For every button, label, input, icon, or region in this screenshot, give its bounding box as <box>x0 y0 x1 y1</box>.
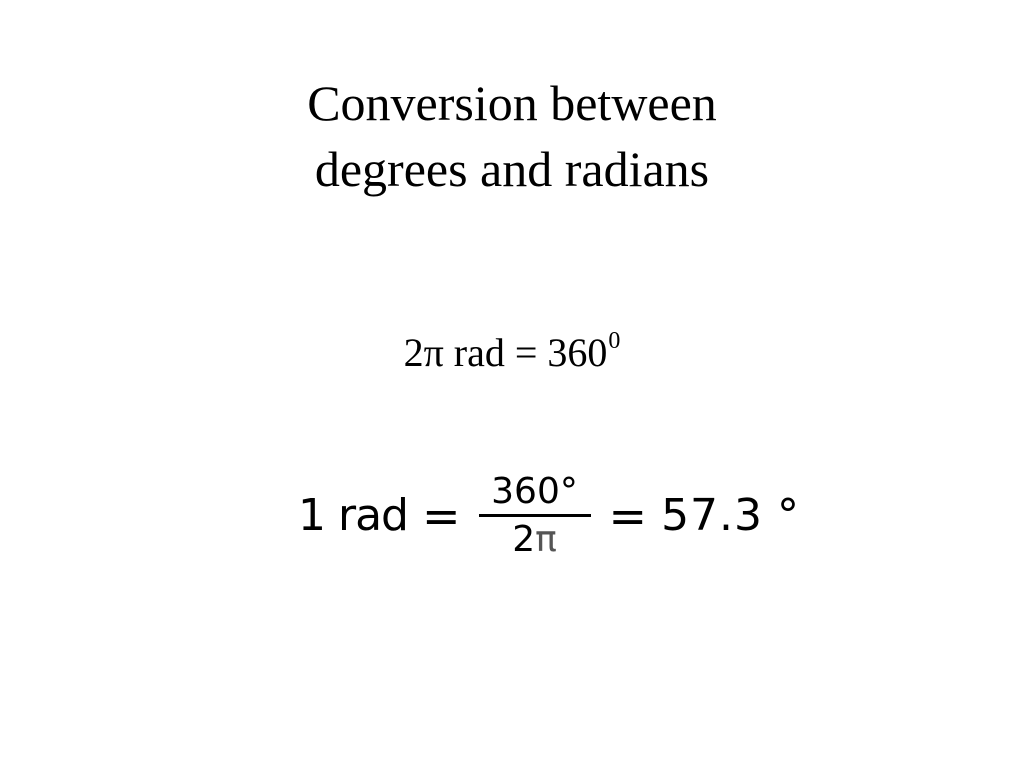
fraction-denominator-digit: 2 <box>512 518 536 560</box>
slide-title <box>0 70 1024 202</box>
fraction-numerator: 360° <box>491 470 578 512</box>
equation-1-rad-lhs: 1 rad <box>298 490 408 541</box>
equation-2pi-rad <box>0 328 1024 384</box>
equation-1-rad-result: 57.3 <box>661 490 764 541</box>
equals-sign-1: = <box>421 489 461 543</box>
equation-2pi-rad-superscript: 0 <box>608 328 621 354</box>
fraction-denominator <box>512 517 557 561</box>
equation-2pi-rad-text: 2π rad = 360 <box>403 330 608 375</box>
equation-1-rad <box>298 466 799 566</box>
fraction <box>479 472 591 561</box>
pi-symbol: π <box>535 518 557 560</box>
equals-sign-2: = <box>608 489 648 543</box>
slide-title-line-2: degrees and radians <box>314 141 710 197</box>
degree-symbol: ° <box>777 490 800 541</box>
slide-title-line-1: Conversion between <box>307 75 717 131</box>
